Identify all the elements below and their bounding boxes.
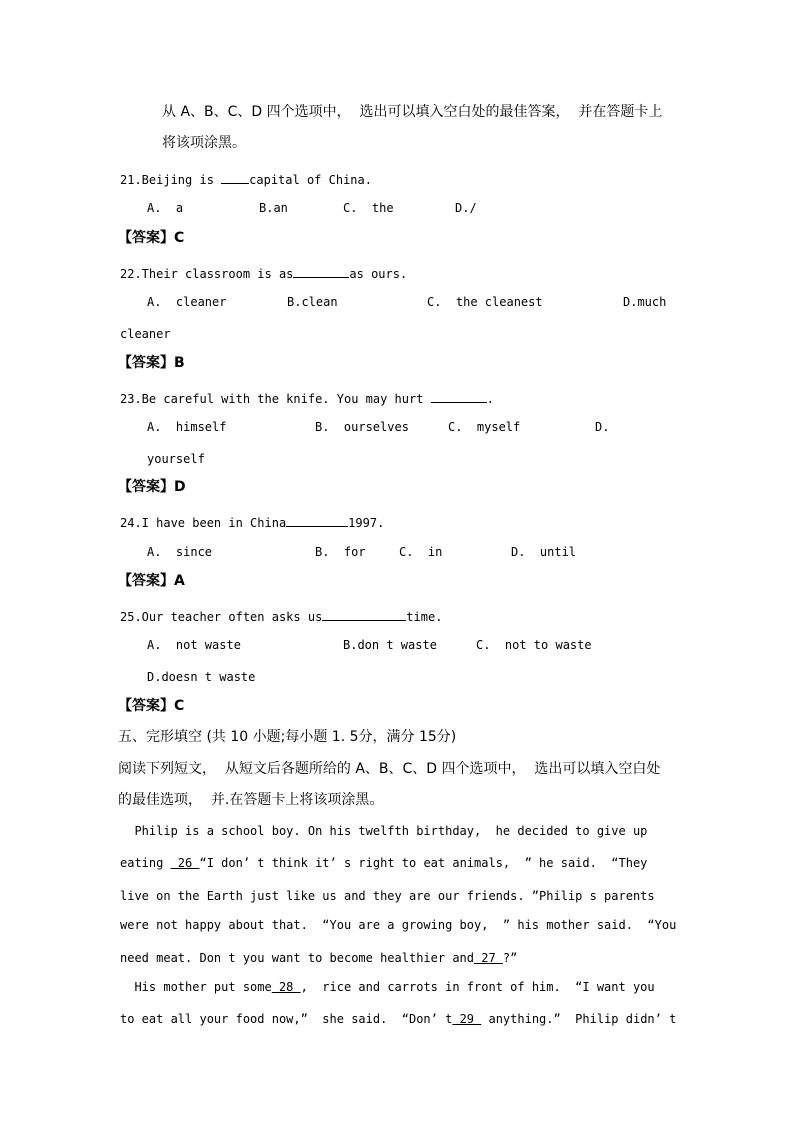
q24-answer: 【答案】A bbox=[118, 573, 185, 589]
q24-option-b: B. for bbox=[315, 545, 366, 559]
q25-answer: 【答案】C bbox=[118, 698, 185, 714]
blank-29: 29 bbox=[452, 1012, 482, 1026]
answer-blank bbox=[431, 389, 487, 403]
passage-line: live on the Earth just like us and they are our friends. ”Philip s parents bbox=[120, 889, 655, 903]
blank-26: 26 bbox=[170, 856, 200, 870]
section-5-title: 五、完形填空 (共 10 小题;每小题 1. 5分，满分 15分) bbox=[118, 729, 457, 745]
q22-option-d-wrap: cleaner bbox=[120, 327, 171, 341]
question-23-stem: 23.Be careful with the knife. You may hurt . bbox=[120, 389, 494, 407]
q21-option-d: D./ bbox=[455, 201, 477, 215]
passage-line: Philip is a school boy. On his twelfth birthday, he decided to give up bbox=[120, 824, 648, 838]
q23-option-c: C. myself bbox=[448, 420, 521, 434]
q23-option-b: B. ourselves bbox=[315, 420, 409, 434]
intro-line-2: 将该项涂黑。 bbox=[162, 135, 246, 151]
question-22-stem: 22.Their classroom is as as ours. bbox=[120, 264, 407, 282]
section-5-instructions-2: 的最佳选项， 并.在答题卡上将该项涂黑。 bbox=[118, 792, 384, 808]
q21-option-a: A. a bbox=[147, 201, 184, 215]
q22-answer: 【答案】B bbox=[118, 355, 185, 371]
passage-line: His mother put some 28 , rice and carrots in front of him. “I want you bbox=[120, 980, 655, 994]
q21-option-c: C. the bbox=[343, 201, 394, 215]
question-21-stem: 21.Beijing is capital of China. bbox=[120, 170, 372, 188]
blank-28: 28 bbox=[271, 980, 301, 994]
q24-option-c: C. in bbox=[399, 545, 443, 559]
blank-27: 27 bbox=[474, 951, 503, 965]
q21-option-b: B.an bbox=[259, 201, 288, 215]
passage-line: eating 26 “I don’ t think it’ s right to eat animals, ” he said. “They bbox=[120, 856, 648, 870]
question-25-stem: 25.Our teacher often asks us time. bbox=[120, 607, 442, 625]
q22-option-c: C. the cleanest bbox=[427, 295, 543, 309]
q22-option-d: D.much bbox=[623, 295, 667, 309]
q25-option-a: A. not waste bbox=[147, 638, 241, 652]
q25-option-b: B.don t waste bbox=[343, 638, 437, 652]
answer-blank bbox=[221, 170, 249, 184]
passage-line: to eat all your food now,” she said. “Don’ t 29 anything.” Philip didn’ t bbox=[120, 1012, 677, 1026]
q21-answer: 【答案】C bbox=[118, 230, 185, 246]
passage-line: need meat. Don t you want to become healthier and 27 ?” bbox=[120, 951, 518, 965]
passage-line: were not happy about that. “You are a growing boy, ” his mother said. “You bbox=[120, 918, 677, 932]
q23-option-a: A. himself bbox=[147, 420, 227, 434]
intro-line-1: 从 A、B、C、D 四个选项中， 选出可以填入空白处的最佳答案， 并在答题卡上 bbox=[162, 104, 663, 120]
q23-answer: 【答案】D bbox=[118, 479, 186, 495]
q24-option-d: D. until bbox=[511, 545, 577, 559]
section-5-instructions-1: 阅读下列短文， 从短文后各题所给的 A、B、C、D 四个选项中， 选出可以填入空白处 bbox=[118, 761, 661, 777]
question-24-stem: 24.I have been in China 1997. bbox=[120, 513, 384, 531]
q23-option-d: D. bbox=[595, 420, 610, 434]
q23-option-d-wrap: yourself bbox=[147, 452, 205, 466]
q25-option-d-wrap: D.doesn t waste bbox=[147, 670, 256, 684]
q25-option-c: C. not to waste bbox=[476, 638, 592, 652]
q22-option-a: A. cleaner bbox=[147, 295, 227, 309]
answer-blank bbox=[286, 513, 348, 527]
q24-option-a: A. since bbox=[147, 545, 213, 559]
q22-option-b: B.clean bbox=[287, 295, 338, 309]
answer-blank bbox=[293, 264, 349, 278]
answer-blank bbox=[322, 607, 406, 621]
